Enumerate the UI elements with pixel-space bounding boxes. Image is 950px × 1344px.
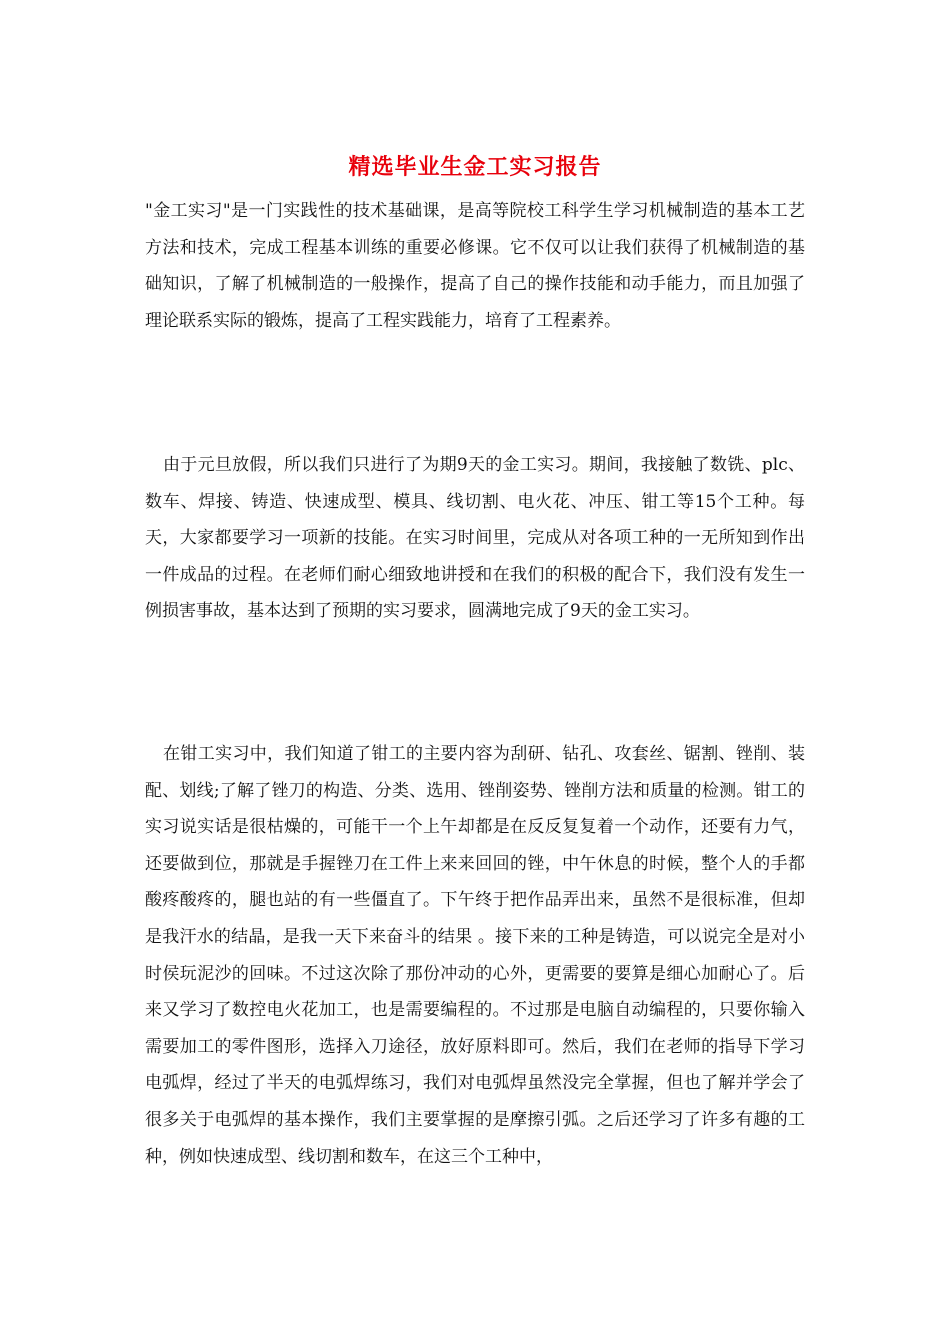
document-title: 精选毕业生金工实习报告 — [348, 154, 602, 180]
paragraph-overview: 由于元旦放假，所以我们只进行了为期9天的金工实习。期间，我接触了数铣、plc、数车、焊接、铸造、快速成型、模具、线切割、电火花、冲压、钳工等15个工种。每天，大家都要学习一项新的技能。在实习时间里，完成从对各项工种的一无所知到作出一件成品的过程。在老师们耐心细致地讲授和在我们的积极的配合下，我们没有发生一例损害事故，基本达到了预期的实习要求，圆满地完成了9天的金工实习。 — [145, 455, 805, 622]
paragraph-intro: "金工实习"是一门实践性的技术基础课，是高等院校工科学生学习机械制造的基本工艺方法和技术，完成工程基本训练的重要必修课。它不仅可以让我们获得了机械制造的基础知识，了解了机械制造的一般操作，提高了自己的操作技能和动手能力，而且加强了理论联系实际的锻炼，提高了工程实践能力，培育了工程素养。 — [145, 201, 805, 331]
paragraph-fitter-practice: 在钳工实习中，我们知道了钳工的主要内容为刮研、钻孔、攻套丝、锯割、锉削、装配、划线;了解了锉刀的构造、分类、选用、锉削姿势、锉削方法和质量的检测。钳工的实习说实话是很枯燥的，可能干一个上午却都是在反反复复着一个动作，还要有力气，还要做到位，那就是手握锉刀在工件上来来回回的锉，中午休息的时候，整个人的手都酸疼酸疼的，腿也站的有一些僵直了。下午终于把作品弄出来，虽然不是很标准，但却是我汗水的结晶，是我一天下来奋斗的结果 。接下来的工种是铸造，可以说完全是对小时侯玩泥沙的回味。不过这次除了那份冲动的心外，更需要的要算是细心加耐心了。后来又学习了数控电火花加工，也是需要编程的。不过那是电脑自动编程的，只要你输入需要加工的零件图形，选择入刀途径，放好原料即可。然后，我们在老师的指导下学习电弧焊，经过了半天的电弧焊练习，我们对电弧焊虽然没完全掌握，但也了解并学会了很多关于电弧焊的基本操作，我们主要掌握的是摩擦引弧。之后还学习了许多有趣的工种，例如快速成型、线切割和数车，在这三个工种中， — [145, 744, 805, 1167]
